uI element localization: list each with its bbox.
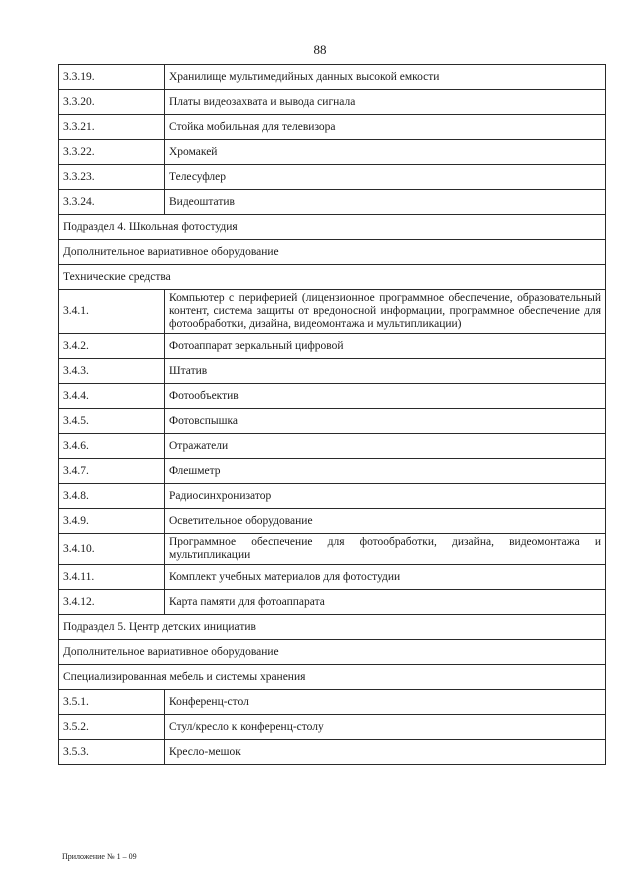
- section-row: [59, 240, 606, 265]
- item-description: Фотообъектив: [165, 384, 606, 409]
- table-row: [59, 740, 606, 765]
- item-description: Фотоаппарат зеркальный цифровой: [165, 334, 606, 359]
- table-row: [59, 290, 606, 334]
- item-code: 3.4.11.: [59, 565, 165, 590]
- item-code: 3.5.2.: [59, 715, 165, 740]
- section-title: Дополнительное вариативное оборудование: [59, 640, 606, 665]
- item-code: 3.3.19.: [59, 65, 165, 90]
- table-row: [59, 534, 606, 565]
- table-row: [59, 590, 606, 615]
- table-row: [59, 459, 606, 484]
- item-code: 3.4.4.: [59, 384, 165, 409]
- item-code: 3.3.21.: [59, 115, 165, 140]
- item-code: 3.4.8.: [59, 484, 165, 509]
- section-title: Дополнительное вариативное оборудование: [59, 240, 606, 265]
- item-description: Хранилище мультимедийных данных высокой емкости: [165, 65, 606, 90]
- equipment-table-body: [59, 65, 606, 765]
- section-row: [59, 615, 606, 640]
- item-description: Телесуфлер: [165, 165, 606, 190]
- table-row: [59, 334, 606, 359]
- item-code: 3.4.7.: [59, 459, 165, 484]
- section-row: [59, 265, 606, 290]
- table-row: [59, 715, 606, 740]
- section-title: Технические средства: [59, 265, 606, 290]
- item-description: Компьютер с периферией (лицензионное программное обеспечение, образовательный контент, система защиты от вредоносной информации, программное обеспечение для фотообработки, дизайна, видеомонтажа и мультипликации): [165, 290, 606, 334]
- section-title: Подраздел 5. Центр детских инициатив: [59, 615, 606, 640]
- section-title: Специализированная мебель и системы хранения: [59, 665, 606, 690]
- item-description: Комплект учебных материалов для фотостудии: [165, 565, 606, 590]
- section-row: [59, 665, 606, 690]
- item-description: Программное обеспечение для фотообработки, дизайна, видеомонтажа и мультипликации: [165, 534, 606, 565]
- item-code: 3.3.24.: [59, 190, 165, 215]
- table-row: [59, 90, 606, 115]
- item-description: Стойка мобильная для телевизора: [165, 115, 606, 140]
- table-row: [59, 384, 606, 409]
- table-row: [59, 690, 606, 715]
- item-description: Карта памяти для фотоаппарата: [165, 590, 606, 615]
- table-row: [59, 509, 606, 534]
- item-code: 3.4.2.: [59, 334, 165, 359]
- item-code: 3.4.5.: [59, 409, 165, 434]
- table-row: [59, 484, 606, 509]
- table-row: [59, 190, 606, 215]
- item-description: Платы видеозахвата и вывода сигнала: [165, 90, 606, 115]
- item-code: 3.4.1.: [59, 290, 165, 334]
- item-code: 3.4.3.: [59, 359, 165, 384]
- table-row: [59, 115, 606, 140]
- table-row: [59, 165, 606, 190]
- page-footer: Приложение № 1 – 09: [62, 852, 137, 861]
- table-row: [59, 140, 606, 165]
- item-description: Видеоштатив: [165, 190, 606, 215]
- item-code: 3.4.10.: [59, 534, 165, 565]
- item-description: Штатив: [165, 359, 606, 384]
- section-title: Подраздел 4. Школьная фотостудия: [59, 215, 606, 240]
- section-row: [59, 215, 606, 240]
- item-code: 3.3.22.: [59, 140, 165, 165]
- item-code: 3.4.9.: [59, 509, 165, 534]
- item-description: Стул/кресло к конференц-столу: [165, 715, 606, 740]
- item-description: Флешметр: [165, 459, 606, 484]
- table-row: [59, 434, 606, 459]
- item-code: 3.5.1.: [59, 690, 165, 715]
- item-description: Кресло-мешок: [165, 740, 606, 765]
- equipment-table: [58, 64, 606, 765]
- table-row: [59, 359, 606, 384]
- table-row: [59, 65, 606, 90]
- item-description: Фотовспышка: [165, 409, 606, 434]
- page-number: 88: [313, 42, 327, 57]
- table-row: [59, 409, 606, 434]
- item-code: 3.4.6.: [59, 434, 165, 459]
- item-code: 3.3.20.: [59, 90, 165, 115]
- item-code: 3.5.3.: [59, 740, 165, 765]
- item-description: Осветительное оборудование: [165, 509, 606, 534]
- item-code: 3.4.12.: [59, 590, 165, 615]
- item-description: Радиосинхронизатор: [165, 484, 606, 509]
- table-row: [59, 565, 606, 590]
- item-code: 3.3.23.: [59, 165, 165, 190]
- item-description: Хромакей: [165, 140, 606, 165]
- item-description: Отражатели: [165, 434, 606, 459]
- section-row: [59, 640, 606, 665]
- item-description: Конференц-стол: [165, 690, 606, 715]
